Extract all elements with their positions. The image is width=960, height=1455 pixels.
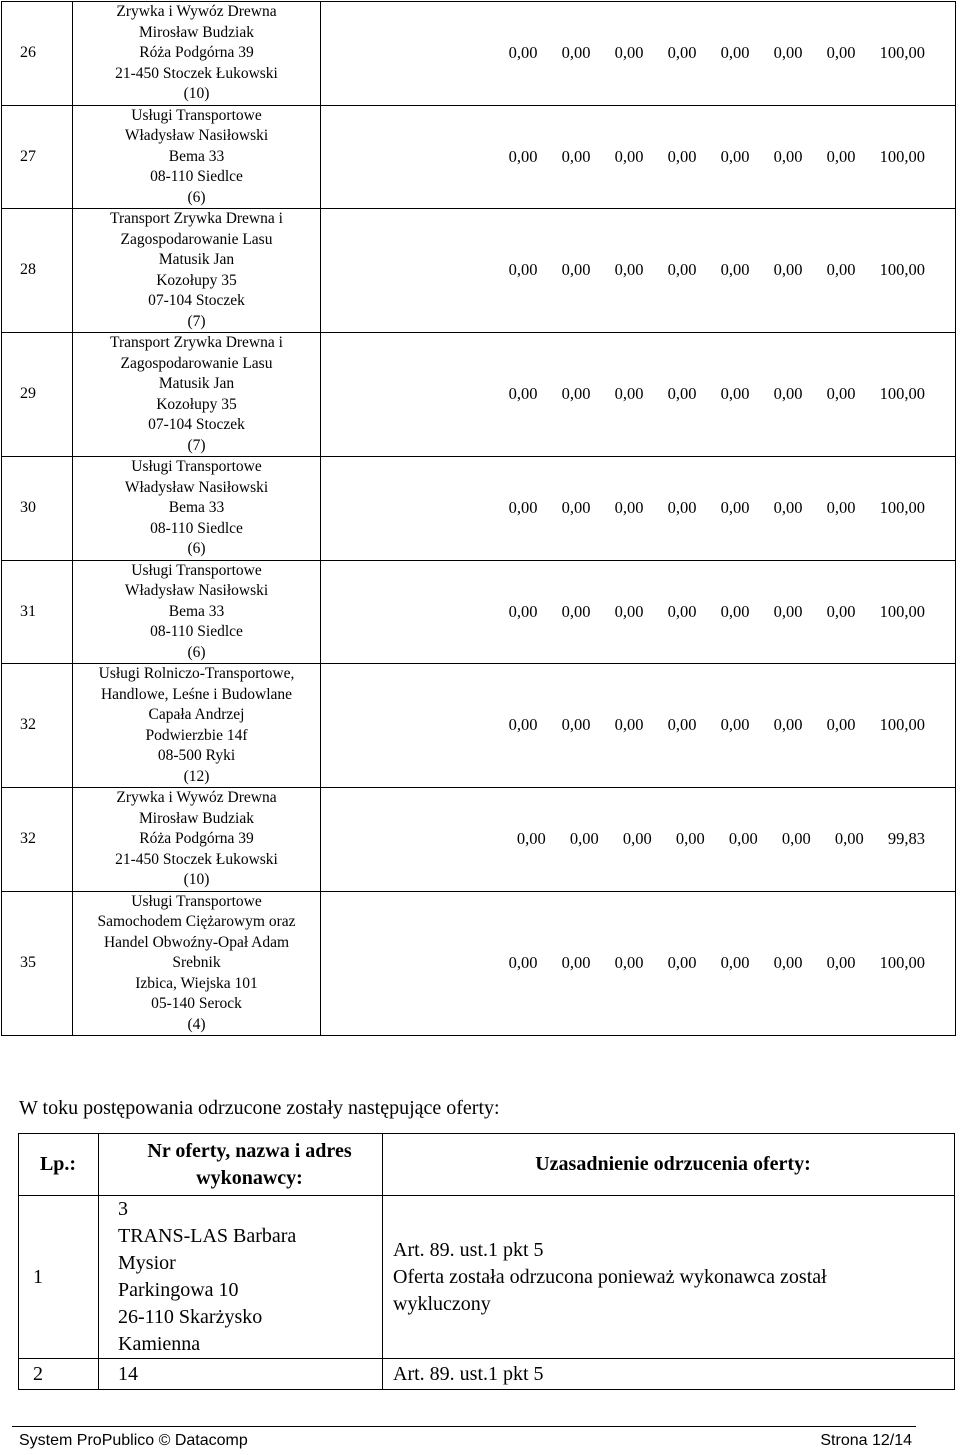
vendor-line: Zagospodarowanie Lasu — [120, 230, 273, 248]
vendor-line: Władysław Nasiłowski — [124, 127, 269, 144]
reason-line: Art. 89. ust.1 pkt 5 — [393, 1238, 544, 1261]
vendor-line: 08-110 Siedlce — [150, 168, 243, 185]
table-row — [2, 105, 956, 209]
offer-line: Parkingowa 10 — [118, 1279, 239, 1301]
table-row — [2, 560, 956, 664]
score-values: 0,00 0,00 0,00 0,00 0,00 0,00 0,00 100,00 — [321, 105, 956, 209]
vendor-line: Kozołupy 35 — [156, 395, 237, 413]
header-reason: Uzasadnienie odrzucenia oferty: — [383, 1134, 955, 1196]
vendor-line: (7) — [187, 436, 206, 454]
table-row — [2, 457, 956, 561]
vendor-line: Usługi Rolniczo-Transportowe, — [98, 665, 295, 682]
vendor-line: Handel Obwoźny-Opał Adam — [103, 933, 290, 951]
rejected-offers-table — [18, 1133, 955, 1390]
vendor-line: (12) — [183, 767, 210, 785]
vendor-cell — [73, 664, 321, 788]
offer-line: Kamienna — [118, 1333, 201, 1355]
row-number: 26 — [2, 2, 73, 106]
row-number: 32 — [2, 788, 73, 892]
vendor-line: Matusik Jan — [158, 375, 235, 392]
vendor-line: Róża Podgórna 39 — [139, 830, 254, 847]
vendor-line: Usługi Transportowe — [131, 892, 262, 910]
vendor-line: Capała Andrzej — [148, 706, 245, 723]
vendor-line: 21-450 Stoczek Łukowski — [115, 850, 278, 868]
vendor-line: (7) — [187, 312, 206, 330]
vendor-line: Usługi Transportowe — [131, 106, 262, 124]
row-number: 29 — [2, 333, 73, 457]
header-lp: Lp.: — [19, 1134, 99, 1196]
vendor-line: 08-500 Ryki — [157, 747, 236, 764]
reason-cell — [383, 1196, 955, 1359]
table-row — [19, 1196, 955, 1359]
table-row — [19, 1359, 955, 1390]
vendor-line: (6) — [187, 643, 206, 661]
footer-system: System ProPublico © Datacomp — [19, 1432, 248, 1449]
vendor-line: Transport Zrywka Drewna i — [110, 210, 283, 227]
vendor-line: 08-110 Siedlce — [150, 623, 243, 640]
row-number: 28 — [2, 209, 73, 333]
offer-line: Mysior — [118, 1252, 176, 1274]
header-offer — [99, 1134, 383, 1196]
vendor-line: (6) — [187, 540, 206, 557]
vendor-cell — [73, 457, 321, 561]
score-values: 0,00 0,00 0,00 0,00 0,00 0,00 0,00 100,00 — [321, 457, 956, 561]
table-row — [2, 788, 956, 892]
vendor-cell — [73, 333, 321, 457]
rejected-offers-heading: W toku postępowania odrzucone zostały następujące oferty: — [19, 1097, 500, 1119]
reason-line: Oferta została odrzucona ponieważ wykonawca został — [393, 1265, 827, 1288]
row-number: 1 — [19, 1196, 99, 1359]
table-row — [2, 333, 956, 457]
row-number: 35 — [2, 891, 73, 1036]
vendor-cell — [73, 105, 321, 209]
score-values: 0,00 0,00 0,00 0,00 0,00 0,00 0,00 100,00 — [321, 560, 956, 664]
vendor-cell — [73, 560, 321, 664]
header-offer-line: Nr oferty, nazwa i adres — [147, 1139, 352, 1162]
vendor-line: Bema 33 — [168, 147, 225, 165]
vendor-line: Mirosław Budziak — [139, 23, 254, 41]
offer-line: 3 — [118, 1198, 128, 1220]
vendor-line: 08-110 Siedlce — [150, 519, 243, 537]
table-row — [2, 664, 956, 788]
score-values: 0,00 0,00 0,00 0,00 0,00 0,00 0,00 100,00 — [321, 209, 956, 333]
table-row — [2, 2, 956, 106]
vendor-line: Władysław Nasiłowski — [124, 582, 269, 599]
row-number: 2 — [19, 1359, 99, 1390]
score-values: 0,00 0,00 0,00 0,00 0,00 0,00 0,00 100,00 — [321, 2, 956, 106]
score-values: 0,00 0,00 0,00 0,00 0,00 0,00 0,00 100,00 — [321, 333, 956, 457]
offer-line: TRANS-LAS Barbara — [118, 1225, 297, 1247]
vendor-line: Srebnik — [172, 954, 221, 971]
vendor-line: 07-104 Stoczek — [148, 416, 245, 433]
header-offer-line: wykonawcy: — [196, 1166, 303, 1189]
vendor-line: Samochodem Ciężarowym oraz — [97, 913, 296, 930]
row-number: 30 — [2, 457, 73, 561]
vendor-line: Handlowe, Leśne i Budowlane — [100, 685, 293, 703]
vendor-line: Matusik Jan — [158, 251, 235, 268]
reason-line: wykluczony — [393, 1292, 491, 1315]
vendor-line: Władysław Nasiłowski — [124, 478, 269, 496]
table-header-row — [19, 1134, 955, 1196]
vendor-cell — [73, 2, 321, 106]
vendor-cell — [73, 891, 321, 1036]
row-number: 27 — [2, 105, 73, 209]
score-values: 0,00 0,00 0,00 0,00 0,00 0,00 0,00 100,00 — [321, 891, 956, 1036]
vendor-cell — [73, 788, 321, 892]
offer-line: 26-110 Skarżysko — [118, 1306, 263, 1328]
vendor-line: Transport Zrywka Drewna i — [110, 334, 283, 351]
vendor-line: Róża Podgórna 39 — [139, 44, 254, 61]
vendor-line: (4) — [187, 1015, 206, 1033]
vendor-line: Usługi Transportowe — [131, 458, 262, 475]
vendor-line: 07-104 Stoczek — [148, 292, 245, 309]
score-values: 0,00 0,00 0,00 0,00 0,00 0,00 0,00 100,00 — [321, 664, 956, 788]
vendor-line: Podwierzbie 14f — [145, 726, 248, 744]
table-row — [2, 209, 956, 333]
vendor-line: Izbica, Wiejska 101 — [135, 974, 258, 992]
vendor-line: (6) — [187, 188, 206, 206]
vendor-line: Kozołupy 35 — [156, 271, 237, 289]
vendor-line: Bema 33 — [168, 499, 225, 516]
vendor-line: 05-140 Serock — [151, 995, 242, 1012]
vendor-line: Usługi Transportowe — [131, 561, 262, 579]
vendor-line: Zrywka i Wywóz Drewna — [116, 3, 277, 20]
offers-table — [1, 1, 956, 1036]
vendor-line: Bema 33 — [168, 602, 225, 620]
vendor-line: Mirosław Budziak — [139, 809, 254, 827]
vendor-line: Zrywka i Wywóz Drewna — [116, 789, 277, 806]
vendor-line: Zagospodarowanie Lasu — [120, 354, 273, 372]
offer-cell — [99, 1196, 383, 1359]
score-values: 0,00 0,00 0,00 0,00 0,00 0,00 0,00 99,83 — [321, 788, 956, 892]
vendor-line: 21-450 Stoczek Łukowski — [115, 64, 278, 82]
table-row — [2, 891, 956, 1036]
row-number: 31 — [2, 560, 73, 664]
vendor-line: (10) — [183, 85, 210, 102]
vendor-line: (10) — [183, 871, 210, 888]
reason-cell: Art. 89. ust.1 pkt 5 — [383, 1359, 955, 1390]
row-number: 32 — [2, 664, 73, 788]
footer-page-number: Strona 12/14 — [820, 1432, 912, 1449]
offer-cell: 14 — [99, 1359, 383, 1390]
vendor-cell — [73, 209, 321, 333]
footer-divider — [12, 1426, 916, 1427]
